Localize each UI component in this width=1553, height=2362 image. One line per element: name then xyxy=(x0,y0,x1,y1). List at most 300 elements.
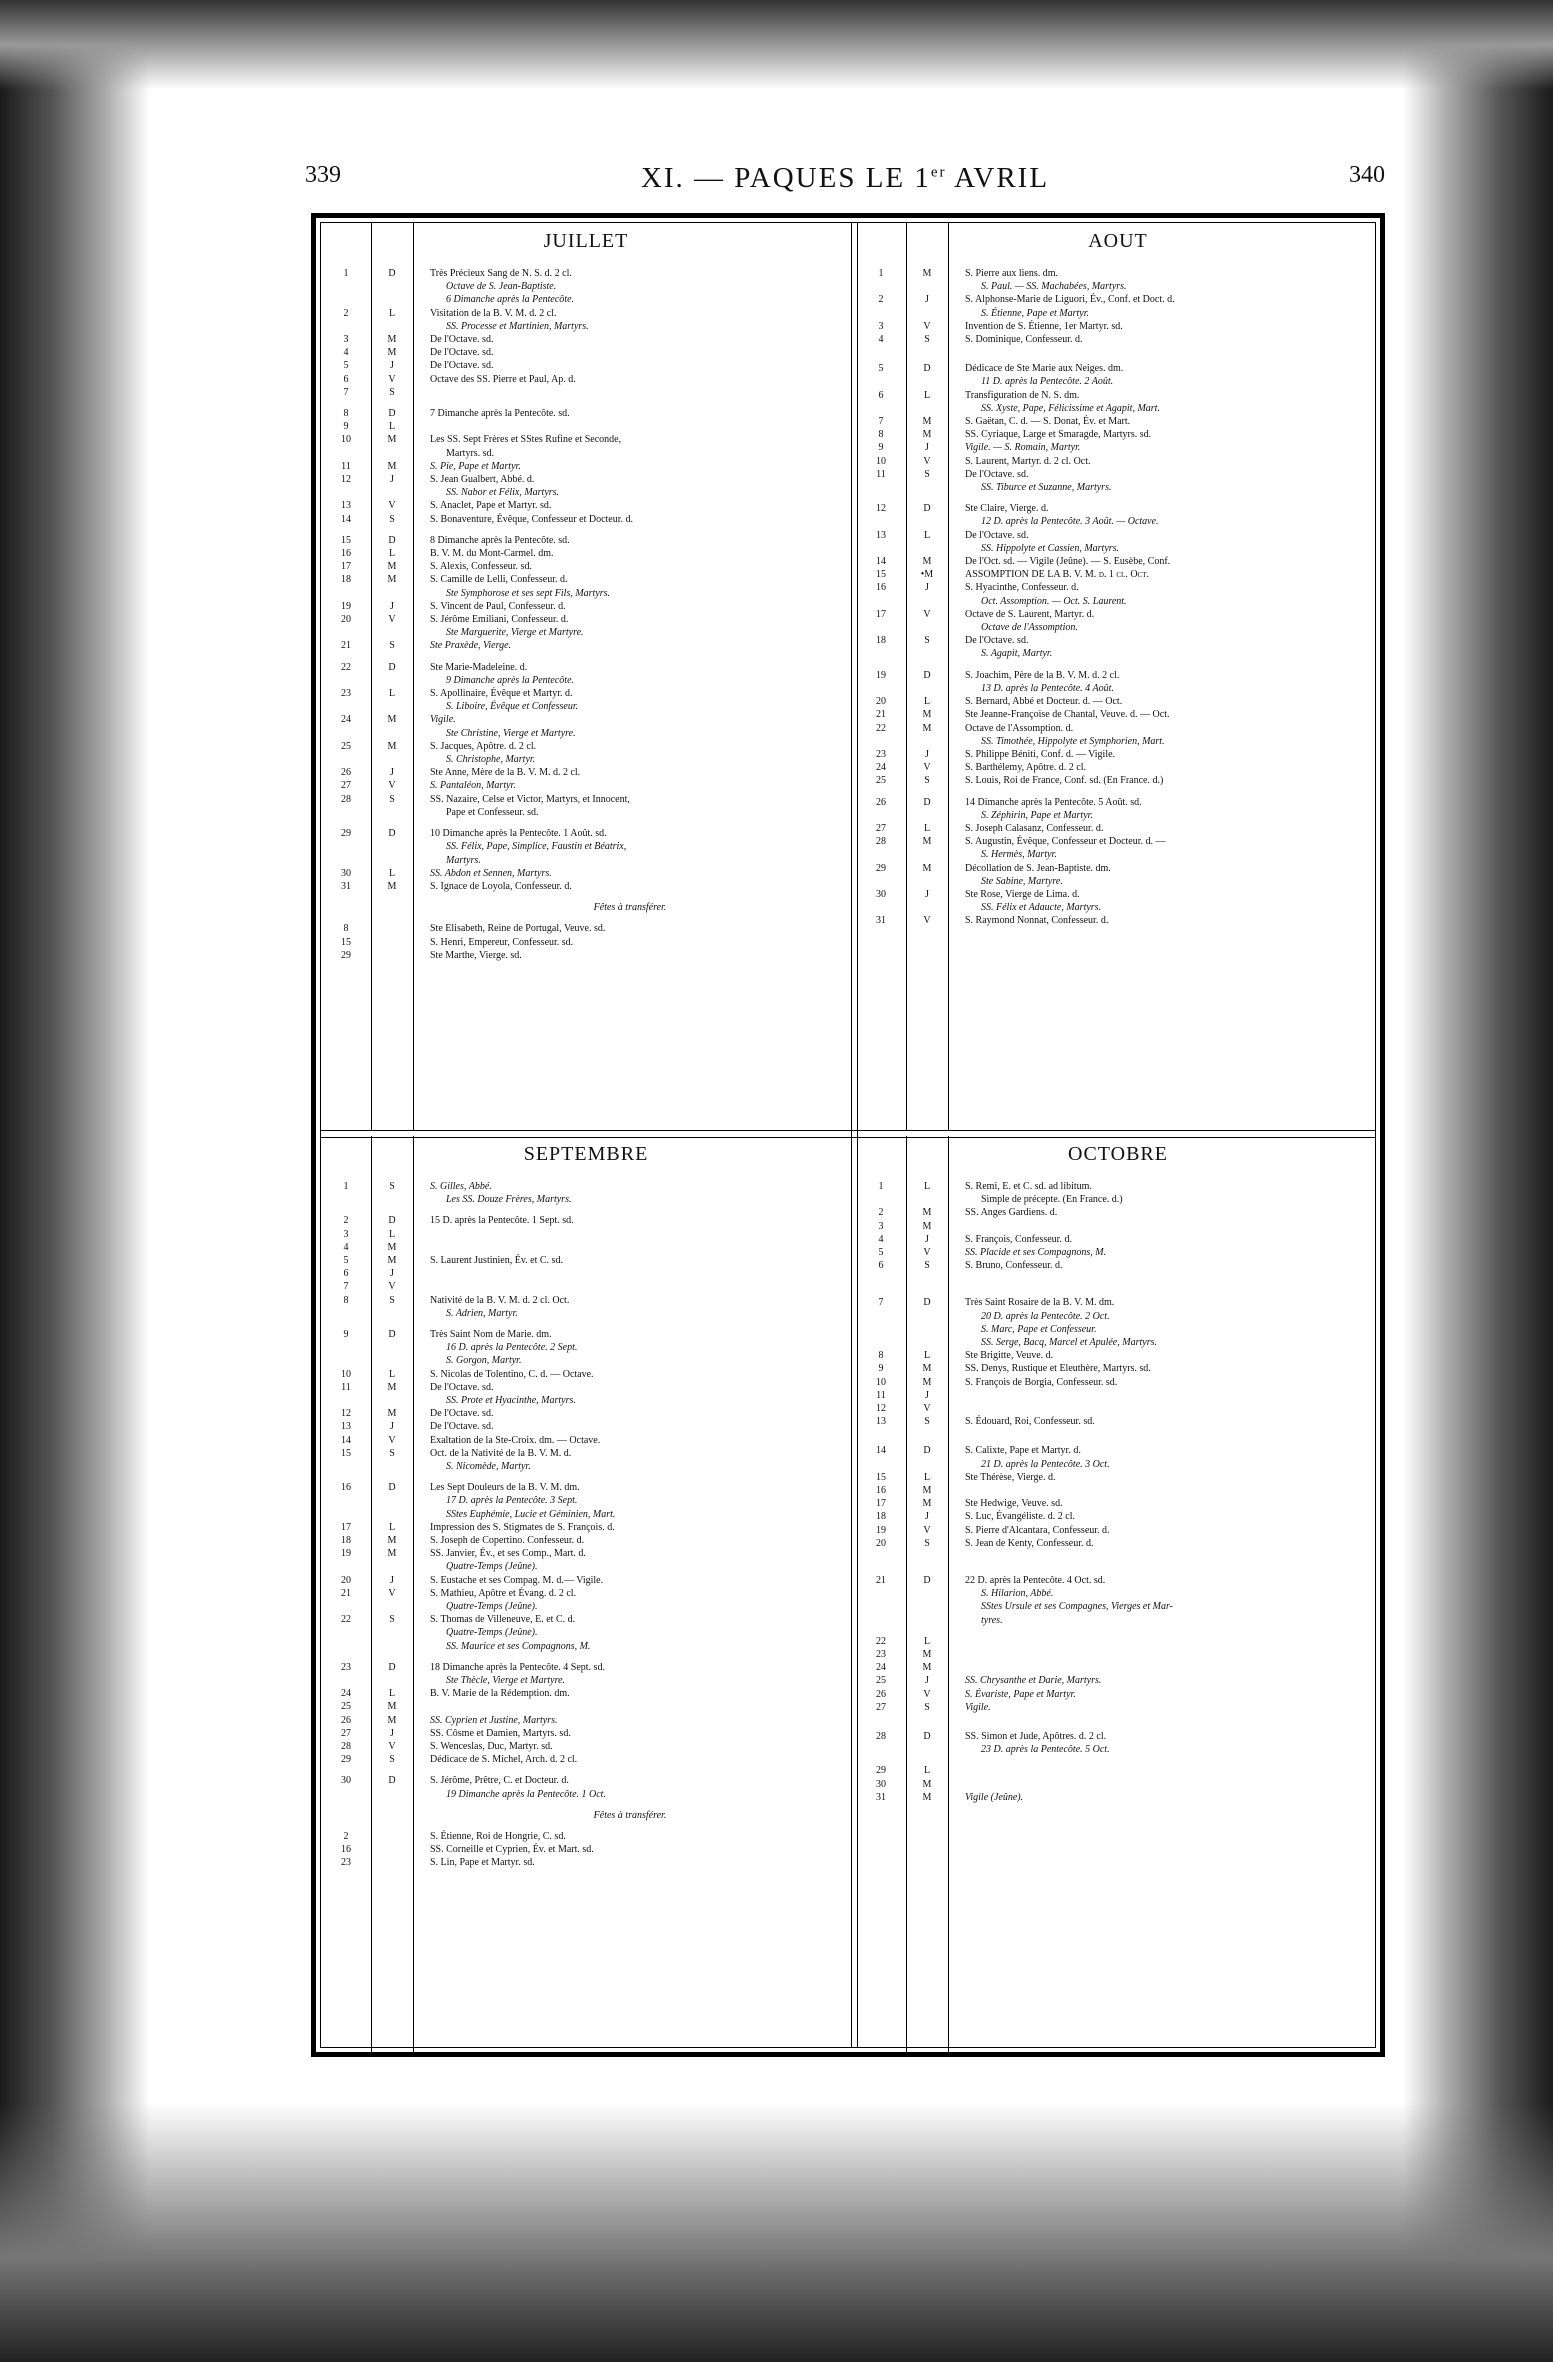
day-number: 4 xyxy=(878,1233,884,1245)
feast-text: S. Alexis, Confesseur. sd. xyxy=(430,561,532,573)
calendar-row xyxy=(321,1600,851,1613)
row-spacer xyxy=(856,1550,1380,1558)
day-number: 16 xyxy=(876,582,886,594)
feast-text: S. Philippe Béniti, Conf. d. — Vigile. xyxy=(965,748,1116,760)
row-spacer xyxy=(321,1206,851,1214)
calendar-row xyxy=(856,875,1380,888)
calendar-row xyxy=(321,901,851,914)
day-number: 14 xyxy=(341,513,351,525)
feast-text: S. Laurent, Martyr. d. 2 cl. Oct. xyxy=(965,455,1091,467)
feast-text: S. Zéphirin, Pape et Martyr. xyxy=(981,809,1093,821)
feast-text: Quatre-Temps (Jeûne). xyxy=(446,1561,538,1573)
feast-text: S. Édouard, Roi, Confesseur. sd. xyxy=(965,1416,1095,1428)
calendar-row xyxy=(856,1743,1380,1756)
day-number: 19 xyxy=(876,669,886,681)
weekday-letter: M xyxy=(387,1548,397,1560)
day-number: 15 xyxy=(341,534,351,546)
weekday-letter: L xyxy=(923,1181,931,1192)
weekday-letter: S xyxy=(389,1754,395,1766)
weekday-letter: J xyxy=(925,748,929,760)
feast-text: SS. Placide et ses Compagnons, M. xyxy=(965,1247,1107,1258)
day-number: 11 xyxy=(341,1381,351,1393)
day-number: 8 xyxy=(878,1350,884,1362)
feast-text: S. Laurent Justinien, Év. et C. sd. xyxy=(430,1254,563,1266)
feast-text: Ste Thècle, Vierge et Martyre. xyxy=(446,1675,566,1687)
weekday-letter: D xyxy=(388,268,396,279)
weekday-letter: V xyxy=(923,762,931,774)
day-number: 25 xyxy=(341,1701,351,1713)
weekday-letter: D xyxy=(388,828,396,840)
calendar-row xyxy=(856,455,1380,468)
calendar-row xyxy=(321,1354,851,1367)
feast-text: S. Henri, Empereur, Confesseur. sd. xyxy=(430,936,574,948)
feast-text: SS. Abdon et Sennen, Martyrs. xyxy=(430,867,552,879)
day-number: 17 xyxy=(876,608,886,620)
day-number: 17 xyxy=(876,1498,886,1510)
weekday-letter: J xyxy=(925,294,929,306)
feast-text: Octave de l'Assomption. d. xyxy=(965,722,1074,734)
feast-text: De l'Octave. sd. xyxy=(430,347,494,359)
calendar-row xyxy=(321,1434,851,1447)
day-number: 24 xyxy=(876,1662,886,1674)
day-number: 16 xyxy=(876,1485,886,1497)
calendar-row xyxy=(856,735,1380,748)
weekday-letter: S xyxy=(389,1614,395,1626)
day-number: 4 xyxy=(878,334,884,346)
feast-text: S. François de Borgia, Confesseur. sd. xyxy=(965,1376,1118,1388)
day-number: 10 xyxy=(876,1376,886,1388)
day-number: 13 xyxy=(876,1416,886,1428)
weekday-letter: M xyxy=(922,1220,932,1232)
calendar-row xyxy=(321,513,851,526)
weekday-letter: V xyxy=(923,1688,931,1700)
feast-text: SS. Processe et Martinien, Martyrs. xyxy=(446,320,589,332)
weekday-letter: S xyxy=(924,635,930,647)
weekday-letter: D xyxy=(923,1297,931,1309)
weekday-letter: V xyxy=(388,1434,396,1446)
calendar-row xyxy=(321,293,851,306)
feast-text: ASSOMPTION DE LA B. V. M. d. 1 cl. Oct. xyxy=(965,569,1149,581)
calendar-row xyxy=(321,1774,851,1787)
weekday-letter: J xyxy=(390,360,394,372)
day-number: 9 xyxy=(878,442,884,454)
day-number: 16 xyxy=(341,548,351,560)
day-number: 1 xyxy=(878,1181,884,1192)
calendar-row xyxy=(321,1809,851,1822)
feast-text: S. Christophe, Martyr. xyxy=(446,754,536,766)
weekday-letter: M xyxy=(387,347,397,359)
calendar-row xyxy=(856,634,1380,647)
feast-text: S. Marc, Pape et Confesseur. xyxy=(981,1323,1097,1335)
calendar-row xyxy=(856,542,1380,555)
weekday-letter: S xyxy=(924,1416,930,1428)
feast-text: De l'Octave. sd. xyxy=(965,529,1029,541)
feast-text: S. Thomas de Villeneuve, E. et C. d. xyxy=(430,1614,576,1626)
month-juillet xyxy=(321,223,851,1130)
calendar-row xyxy=(321,547,851,560)
calendar-row xyxy=(856,1310,1380,1323)
calendar-row xyxy=(321,779,851,792)
row-spacer xyxy=(321,1801,851,1809)
day-number: 14 xyxy=(876,1445,886,1457)
weekday-letter: L xyxy=(388,1368,396,1380)
row-spacer xyxy=(856,1436,1380,1444)
day-number: 28 xyxy=(876,836,886,848)
day-number: 30 xyxy=(876,1778,886,1790)
day-number: 19 xyxy=(341,600,351,612)
feast-text: Ste Praxède, Vierge. xyxy=(430,640,512,652)
weekday-letter: D xyxy=(388,1661,396,1673)
feast-text: Martyrs. sd. xyxy=(446,447,495,459)
weekday-letter: V xyxy=(388,1281,396,1293)
weekday-letter: V xyxy=(388,500,396,512)
feast-text: S. Paul. — SS. Machabées, Martyrs. xyxy=(981,281,1127,293)
feast-text: Exaltation de la Ste-Croix. dm. — Octave. xyxy=(430,1434,601,1446)
feast-text: Ste Marthe, Vierge. sd. xyxy=(430,949,522,961)
feast-text: S. Nicolas de Tolentino, C. d. — Octave. xyxy=(430,1368,594,1380)
feast-text: S. Hyacinthe, Confesseur. d. xyxy=(965,582,1079,594)
feast-text: S. Liboire, Évêque et Confesseur. xyxy=(446,701,579,713)
calendar-row xyxy=(856,888,1380,901)
feast-text: SS. Hippolyte et Cassien, Martyrs. xyxy=(981,542,1120,554)
feast-text: Nativité de la B. V. M. d. 2 cl. Oct. xyxy=(430,1294,570,1306)
calendar-row xyxy=(321,1714,851,1727)
day-number: 18 xyxy=(341,1535,351,1547)
calendar-row xyxy=(321,1241,851,1254)
calendar-row xyxy=(856,1389,1380,1402)
weekday-letter: V xyxy=(923,608,931,620)
feast-text: SS. Tiburce et Suzanne, Martyrs. xyxy=(981,482,1112,494)
calendar-row xyxy=(856,389,1380,402)
calendar-row xyxy=(321,740,851,753)
feast-text: 18 Dimanche après la Pentecôte. 4 Sept. sd. xyxy=(430,1661,605,1673)
row-spacer xyxy=(321,1822,851,1830)
day-number: 7 xyxy=(343,386,349,398)
calendar-row xyxy=(856,1537,1380,1550)
calendar-row xyxy=(856,1233,1380,1246)
feast-text: Ste Marie-Madeleine. d. xyxy=(430,661,528,673)
weekday-letter: L xyxy=(388,688,396,700)
feast-text: Vigile. xyxy=(430,714,456,726)
day-number: 9 xyxy=(343,1328,349,1340)
weekday-letter: M xyxy=(922,429,932,441)
calendar-row xyxy=(856,1600,1380,1613)
feast-text: 21 D. après la Pentecôte. 3 Oct. xyxy=(981,1458,1110,1470)
day-number: 29 xyxy=(341,1754,351,1766)
feast-text: SS. Félix, Pape, Simplice, Faustin et Béatrix, xyxy=(446,841,627,853)
feast-text: S. Bruno, Confesseur. d. xyxy=(965,1260,1063,1272)
calendar-row xyxy=(321,1753,851,1766)
calendar-row xyxy=(856,280,1380,293)
weekday-letter: J xyxy=(925,1233,929,1245)
calendar-row xyxy=(856,835,1380,848)
row-spacer xyxy=(856,346,1380,354)
scan-border-right xyxy=(1403,0,1553,2362)
weekday-letter: S xyxy=(389,1294,395,1306)
row-spacer xyxy=(321,653,851,661)
day-number: 8 xyxy=(343,923,349,935)
weekday-letter: M xyxy=(387,1714,397,1726)
weekday-letter: L xyxy=(923,529,931,541)
row-spacer xyxy=(856,1272,1380,1280)
feast-text: 19 Dimanche après la Pentecôte. 1 Oct. xyxy=(446,1788,606,1800)
day-number: 22 xyxy=(341,661,351,673)
feast-text: S. Adrien, Martyr. xyxy=(446,1307,518,1319)
day-number: 8 xyxy=(343,408,349,420)
feast-text: Très Saint Rosaire de la B. V. M. dm. xyxy=(965,1297,1115,1309)
day-number: 10 xyxy=(876,455,886,467)
feast-text: Ste Symphorose et ses sept Fils, Martyrs. xyxy=(446,587,611,599)
feast-text: De l'Oct. sd. — Vigile (Jeûne). — S. Eusèbe, Conf. xyxy=(965,556,1171,568)
feast-text: Ste Christine, Vierge et Martyre. xyxy=(446,727,576,739)
calendar-row xyxy=(321,713,851,726)
feast-text: S. Bonaventure, Évêque, Confesseur et Docteur. d. xyxy=(430,513,634,525)
feast-text: SS. Maurice et ses Compagnons, M. xyxy=(446,1640,591,1652)
row-spacer xyxy=(321,526,851,534)
day-number: 6 xyxy=(878,389,884,401)
calendar-row xyxy=(321,1481,851,1494)
day-number: 1 xyxy=(343,268,349,279)
weekday-letter: M xyxy=(387,880,397,892)
calendar-row xyxy=(321,534,851,547)
day-number: 4 xyxy=(343,1241,349,1253)
calendar-row xyxy=(856,1587,1380,1600)
feast-text: De l'Octave. sd. xyxy=(430,334,494,346)
calendar-row xyxy=(856,502,1380,515)
weekday-letter: M xyxy=(387,1241,397,1253)
row-spacer xyxy=(856,1288,1380,1296)
weekday-letter: S xyxy=(389,386,395,398)
feast-text: Octave de S. Jean-Baptiste. xyxy=(446,281,557,293)
day-number: 21 xyxy=(876,1575,886,1587)
day-number: 30 xyxy=(341,867,351,879)
weekday-letter: L xyxy=(923,389,931,401)
calendar-row xyxy=(321,753,851,766)
feast-text: Ste Hedwige, Veuve. sd. xyxy=(965,1498,1063,1510)
weekday-letter: M xyxy=(387,1254,397,1266)
weekday-letter: D xyxy=(388,1775,396,1787)
day-number: 28 xyxy=(341,793,351,805)
weekday-letter: D xyxy=(923,503,931,515)
weekday-letter: M xyxy=(387,334,397,346)
calendar-row xyxy=(321,674,851,687)
calendar-row xyxy=(856,402,1380,415)
feast-text: 8 Dimanche après la Pentecôte. sd. xyxy=(430,534,570,546)
calendar-row xyxy=(856,415,1380,428)
month-rows xyxy=(321,267,851,962)
day-number: 21 xyxy=(341,640,351,652)
weekday-letter: J xyxy=(390,1268,394,1280)
calendar-row xyxy=(321,320,851,333)
calendar-row xyxy=(856,1510,1380,1523)
calendar-row xyxy=(856,441,1380,454)
day-number: 20 xyxy=(341,614,351,626)
day-number: 27 xyxy=(341,780,351,792)
feast-text: S. Bernard, Abbé et Docteur. d. — Oct. xyxy=(965,696,1123,708)
day-number: 16 xyxy=(341,1482,351,1494)
day-number: 31 xyxy=(876,915,886,927)
feast-text: S. Vincent de Paul, Confesseur. d. xyxy=(430,600,566,612)
weekday-letter: J xyxy=(925,582,929,594)
weekday-letter: M xyxy=(922,1649,932,1661)
day-number: 9 xyxy=(343,421,349,433)
calendar-row xyxy=(321,854,851,867)
day-number: 19 xyxy=(876,1524,886,1536)
weekday-letter: M xyxy=(922,709,932,721)
weekday-letter: L xyxy=(923,1635,931,1647)
feast-text: SS. Timothée, Hippolyte et Symphorien, Mart. xyxy=(981,735,1165,747)
weekday-letter: L xyxy=(388,1521,396,1533)
feast-text: S. Anaclet, Pape et Martyr. sd. xyxy=(430,500,552,512)
row-spacer xyxy=(856,1428,1380,1436)
calendar-row xyxy=(321,949,851,962)
day-number: 24 xyxy=(876,762,886,774)
day-number: 23 xyxy=(876,1649,886,1661)
feast-text: S. Pierre d'Alcantara, Confesseur. d. xyxy=(965,1524,1110,1536)
weekday-letter: L xyxy=(388,1688,396,1700)
calendar-row xyxy=(321,420,851,433)
weekday-letter: J xyxy=(925,442,929,454)
weekday-letter: S xyxy=(924,1701,930,1713)
month-rows xyxy=(856,1180,1380,1804)
feast-text: Dédicace de S. Michel, Arch. d. 2 cl. xyxy=(430,1754,578,1766)
feast-text: 17 D. après la Pentecôte. 3 Sept. xyxy=(446,1495,578,1507)
day-number: 11 xyxy=(341,460,351,472)
feast-text: De l'Octave. sd. xyxy=(430,1381,494,1393)
month-title: SEPTEMBRE xyxy=(523,1143,649,1165)
day-number: 1 xyxy=(343,1181,349,1192)
month-septembre xyxy=(321,1136,851,2052)
weekday-letter: L xyxy=(388,307,396,319)
day-number: 6 xyxy=(343,1268,349,1280)
weekday-letter: S xyxy=(389,640,395,652)
weekday-letter: S xyxy=(924,468,930,480)
feast-text: S. Calixte, Pape et Martyr. d. xyxy=(965,1445,1081,1457)
feast-text: 16 D. après la Pentecôte. 2 Sept. xyxy=(446,1342,578,1354)
month-rows xyxy=(856,267,1380,928)
feast-text: Décollation de S. Jean-Baptiste. dm. xyxy=(965,862,1111,874)
calendar-row xyxy=(321,307,851,320)
weekday-letter: D xyxy=(388,1482,396,1494)
weekday-letter: J xyxy=(390,1421,394,1433)
calendar-row xyxy=(321,1534,851,1547)
weekday-letter: J xyxy=(390,474,394,486)
day-number: 30 xyxy=(876,888,886,900)
day-number: 3 xyxy=(878,320,884,332)
day-number: 15 xyxy=(341,936,351,948)
calendar-row xyxy=(321,1407,851,1420)
row-spacer xyxy=(856,1722,1380,1730)
calendar-row xyxy=(321,587,851,600)
weekday-letter: •M xyxy=(920,569,934,581)
day-number: 13 xyxy=(341,500,351,512)
weekday-letter: D xyxy=(388,408,396,420)
weekday-letter: M xyxy=(922,1207,932,1219)
day-number: 29 xyxy=(341,949,351,961)
calendar-row xyxy=(856,796,1380,809)
feast-text: S. Louis, Roi de France, Conf. sd. (En France. d.) xyxy=(965,775,1164,787)
feast-text: De l'Octave. sd. xyxy=(430,1421,494,1433)
calendar-row xyxy=(856,333,1380,346)
feast-text: Vigile. xyxy=(965,1701,991,1713)
feast-text: SS. Félix et Adaucte, Martyrs. xyxy=(981,902,1102,914)
calendar-row xyxy=(856,1444,1380,1457)
row-spacer xyxy=(856,1714,1380,1722)
calendar-row xyxy=(856,774,1380,787)
weekday-letter: L xyxy=(388,867,396,879)
calendar-row xyxy=(321,1328,851,1341)
calendar-row xyxy=(856,822,1380,835)
feast-text: SS. Xyste, Pape, Félicissime et Agapit, Mart. xyxy=(981,402,1160,414)
weekday-letter: L xyxy=(388,548,396,560)
day-number: 26 xyxy=(341,1714,351,1726)
calendar-row xyxy=(321,486,851,499)
weekday-letter: M xyxy=(387,574,397,586)
feast-text: Oct. Assomption. — Oct. S. Laurent. xyxy=(981,595,1127,607)
calendar-row xyxy=(856,1206,1380,1219)
day-number: 26 xyxy=(876,1688,886,1700)
calendar-row xyxy=(321,373,851,386)
calendar-row xyxy=(856,1336,1380,1349)
calendar-row xyxy=(856,1220,1380,1233)
feast-text: De l'Octave. sd. xyxy=(965,635,1029,647)
feast-text: S. Alphonse-Marie de Liguori, Év., Conf. et Doct. d. xyxy=(965,294,1175,306)
feast-text: S. Ignace de Loyola, Confesseur. d. xyxy=(430,880,572,892)
calendar-row xyxy=(856,901,1380,914)
calendar-row xyxy=(321,1613,851,1626)
day-number: 27 xyxy=(341,1727,351,1739)
feast-text: Ste Rose, Vierge de Lima. d. xyxy=(965,888,1080,900)
feast-text: SStes Euphémie, Lucie et Géminien, Mart. xyxy=(446,1508,616,1520)
feast-text: S. Apollinaire, Évêque et Martyr. d. xyxy=(430,688,573,700)
calendar-row xyxy=(856,1524,1380,1537)
day-number: 27 xyxy=(876,822,886,834)
weekday-letter: J xyxy=(390,1574,394,1586)
day-number: 28 xyxy=(876,1731,886,1742)
row-spacer xyxy=(321,819,851,827)
weekday-letter: D xyxy=(388,661,396,673)
feast-text: Impression des S. Stigmates de S. François. d. xyxy=(430,1521,615,1533)
day-number: 13 xyxy=(341,1421,351,1433)
day-number: 15 xyxy=(341,1447,351,1459)
day-number: 24 xyxy=(341,714,351,726)
calendar-row xyxy=(321,600,851,613)
day-number: 27 xyxy=(876,1701,886,1713)
day-number: 22 xyxy=(876,1635,886,1647)
calendar-row xyxy=(321,1856,851,1869)
feast-text: Ste Anne, Mère de la B. V. M. d. 2 cl. xyxy=(430,767,581,779)
day-number: 16 xyxy=(341,1844,351,1856)
weekday-letter: S xyxy=(389,1181,395,1192)
day-number: 1 xyxy=(878,268,884,279)
calendar-row xyxy=(856,468,1380,481)
day-number: 5 xyxy=(343,1254,349,1266)
calendar-row xyxy=(321,639,851,652)
feast-text: S. Barthélemy, Apôtre. d. 2 cl. xyxy=(965,762,1086,774)
calendar-row xyxy=(321,280,851,293)
calendar-row xyxy=(856,621,1380,634)
day-number: 18 xyxy=(341,574,351,586)
day-number: 3 xyxy=(343,1228,349,1240)
weekday-letter: J xyxy=(925,1675,929,1687)
row-spacer xyxy=(321,1473,851,1481)
weekday-letter: S xyxy=(924,334,930,346)
feast-text: 13 D. après la Pentecôte. 4 Août. xyxy=(981,682,1114,694)
weekday-letter: S xyxy=(389,1447,395,1459)
day-number: 23 xyxy=(341,688,351,700)
feast-text: 15 D. après la Pentecôte. 1 Sept. sd. xyxy=(430,1215,574,1227)
feast-text: S. Joseph Calasanz, Confesseur. d. xyxy=(965,822,1104,834)
